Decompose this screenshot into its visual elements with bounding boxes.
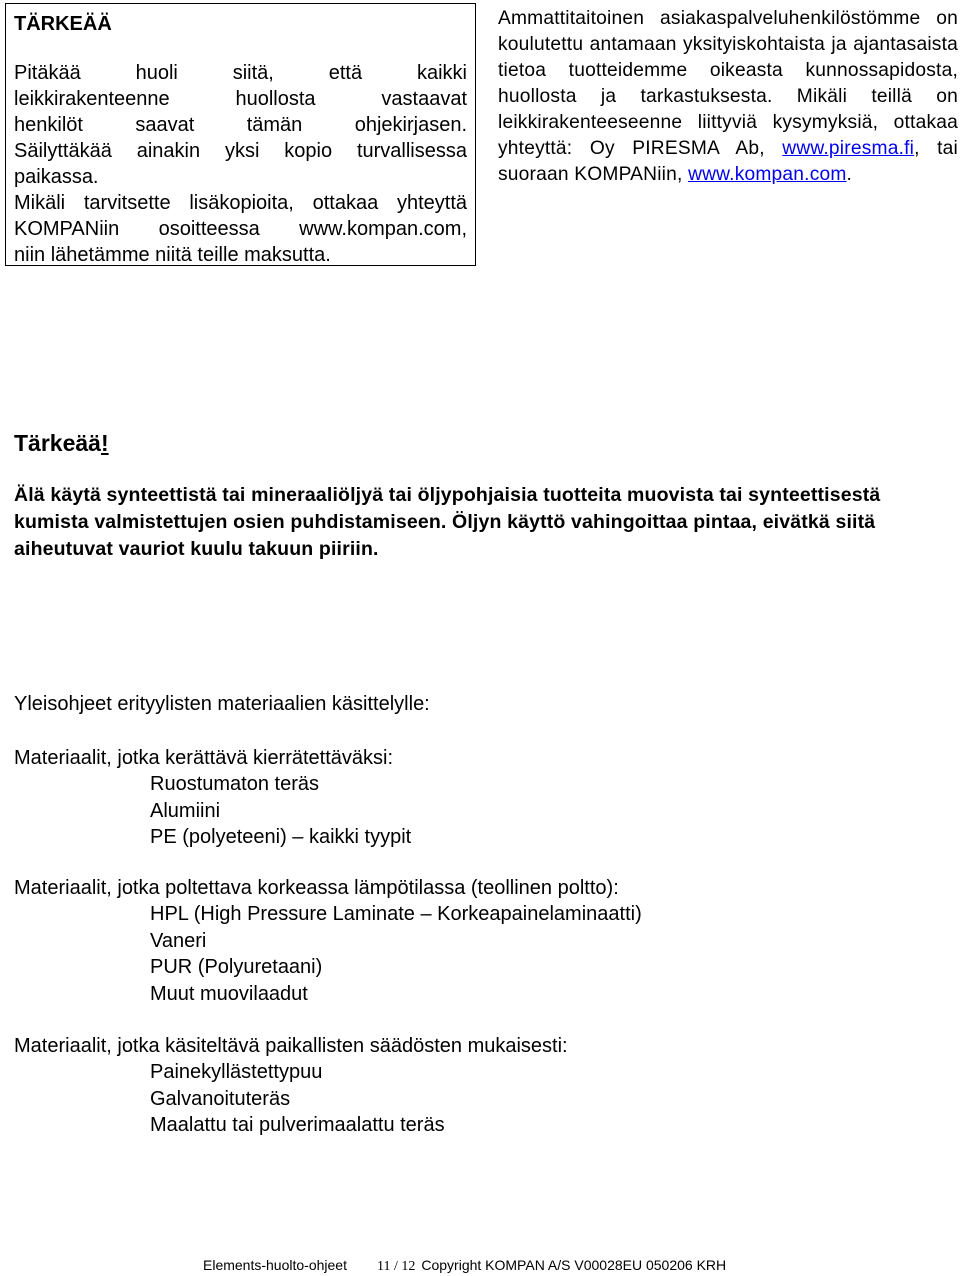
notice-line: Pitäkää huoli siitä, että kaikki [14, 62, 467, 84]
recycle-list [150, 771, 411, 851]
incinerate-list [150, 901, 642, 1007]
list-item: Ruostumaton teräs [150, 773, 319, 795]
notice-line: paikassa. [14, 166, 99, 188]
list-item: PE (polyeteeni) – kaikki tyypit [150, 826, 412, 848]
notice-line: leikkirakenteenne huollosta vastaavat [14, 88, 467, 110]
list-item: PUR (Polyuretaani) [150, 956, 323, 978]
general-heading: Yleisohjeet erityylisten materiaalien käsittelylle: [14, 693, 430, 715]
service-info [498, 6, 958, 188]
footer-doc-name: Elements-huolto-ohjeet [203, 1257, 347, 1273]
notice-line: henkilöt saavat tämän ohjekirjasen. [14, 114, 467, 136]
warning-heading [14, 428, 109, 458]
list-item: Galvanoituteräs [150, 1087, 291, 1110]
notice-line: KOMPANiin osoitteessa www.kompan.com, [14, 218, 467, 240]
footer-copyright: Copyright KOMPAN A/S V00028EU 050206 KRH [421, 1257, 727, 1273]
section-heading-incinerate: Materiaalit, jotka poltettava korkeassa lämpötilassa (teollinen poltto): [14, 877, 619, 899]
list-item: Alumiini [150, 799, 221, 822]
notice-line: niin lähetämme niitä teille maksutta. [14, 244, 331, 266]
page-footer [203, 1256, 726, 1276]
section-heading-local: Materiaalit, jotka käsiteltävä paikallisten säädösten mukaisesti: [14, 1035, 568, 1057]
notice-paragraph-2 [14, 190, 467, 268]
warning-heading-mark: ! [100, 430, 109, 456]
kompan-link[interactable]: www.kompan.com [688, 164, 847, 185]
local-list [150, 1059, 445, 1139]
footer-page-number: 11 / 12 [376, 1259, 416, 1274]
piresma-link[interactable]: www.piresma.fi [782, 138, 915, 159]
warning-heading-word: Tärkeää [14, 430, 101, 456]
notice-paragraph-1 [14, 60, 467, 190]
service-end-text: . [846, 164, 853, 185]
service-intro-text: Ammattitaitoinen asiakaspalveluhenkilöstömme on koulutettu antamaan yksityiskohtaista ja ajantasaista tietoa tuotteidemme oikeasta kunnossapidosta, huollosta ja tarkastuksesta. Mikäli teillä on leikkirakenteeseenne liittyviä kysymyksiä, ottakaa yhteyttä: Oy PIRESMA Ab, [498, 8, 958, 159]
list-item: Muut muovilaadut [150, 982, 308, 1005]
list-item: HPL (High Pressure Laminate – Korkeapainelaminaatti) [150, 903, 642, 925]
list-item: Painekyllästettypuu [150, 1061, 323, 1083]
notice-title: TÄRKEÄÄ [14, 13, 112, 35]
service-middle-text: , tai suoraan KOMPANiin, [498, 138, 958, 185]
important-notice-box [5, 3, 476, 266]
notice-line: Mikäli tarvitsette lisäkopioita, ottakaa yhteyttä [14, 192, 467, 214]
warning-body: Älä käytä synteettistä tai mineraaliöljyä tai öljypohjaisia tuotteita muovista tai synteettisestä kumista valmistettujen osien puhdistamiseen. Öljyn käyttö vahingoittaa pintaa, eivätkä siitä aiheutuvat vauriot kuulu takuun piiriin. [14, 484, 881, 560]
section-heading-recycle: Materiaalit, jotka kerättävä kierrätettäväksi: [14, 747, 394, 769]
service-paragraph [498, 6, 958, 188]
list-item: Maalattu tai pulverimaalattu teräs [150, 1114, 445, 1136]
notice-line: Säilyttäkää ainakin yksi kopio turvallisessa [14, 140, 467, 162]
list-item: Vaneri [150, 929, 207, 952]
